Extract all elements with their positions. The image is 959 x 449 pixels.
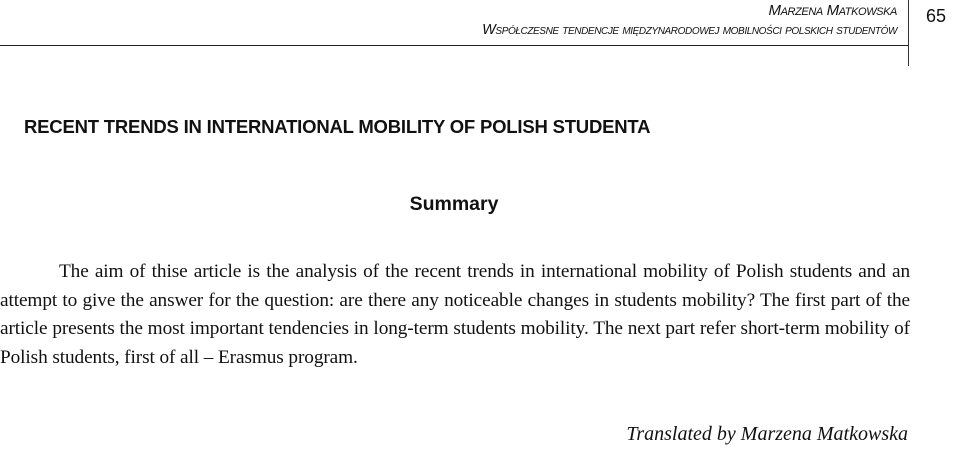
translator-credit: Translated by Marzena Matkowska — [626, 423, 908, 445]
header-running-title: Współczesne tendencje międzynarodowej mobilności polskich studentów — [482, 22, 897, 38]
abstract-paragraph: The aim of thise article is the analysis of the recent trends in international mobility of Polish students and an attempt to give the answer for the question: are there any noticeable changes in students mobility? The first part of the article presents the most important tendencies in long-term students mobility. The next part refer short-term mobility of Polish students, first of all – Erasmus program. — [0, 261, 910, 368]
page-number: 65 — [925, 6, 947, 26]
page-number-divider — [908, 0, 909, 66]
summary-heading: Summary — [409, 193, 499, 215]
header-author: Marzena Matkowska — [768, 2, 897, 19]
running-header — [57, 0, 897, 40]
article-title: RECENT TRENDS IN INTERNATIONAL MOBILITY OF POLISH STUDENTA — [24, 116, 651, 137]
header-divider — [0, 45, 909, 46]
